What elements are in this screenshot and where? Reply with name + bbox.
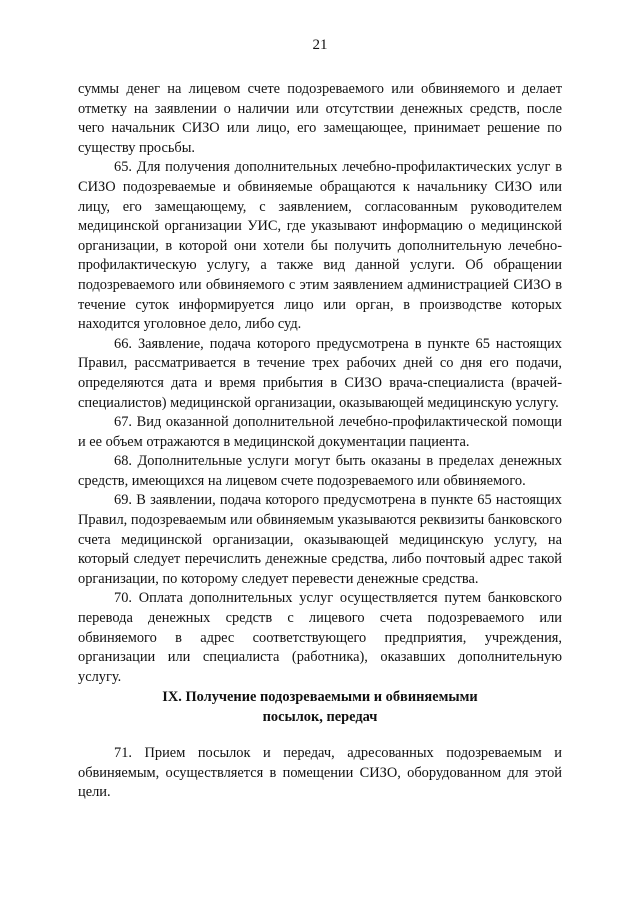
section-text-block [78,744,562,803]
paragraph-item-66: 66. Заявление, подача которого предусмотрена в пункте 65 настоящих Правил, рассматривается в течение трех рабочих дней со дня его подачи, определяются дата и время прибытия в СИЗО врача-специалиста (врачей-специалистов) медицинской организации, оказывающей медицинскую услугу. [78,335,562,411]
paragraph-item-71: 71. Прием посылок и передач, адресованных подозреваемым и обвиняемым, осуществляется в помещении СИЗО, оборудованном для этой цели. [78,745,562,801]
paragraph-item-69: 69. В заявлении, подача которого предусмотрена в пункте 65 настоящих Правил, подозреваемым или обвиняемым указываются реквизиты банковского счета медицинской организации, оказывающей медицинскую услугу, на который следует перечислить денежные средства, либо почтовый адрес такой организации, по которому следует перевести денежные средства. [78,492,562,587]
paragraph-item-68: 68. Дополнительные услуги могут быть оказаны в пределах денежных средств, имеющихся на лицевом счете подозреваемого или обвиняемого. [78,453,562,489]
section-heading-line-1: IX. Получение подозреваемыми и обвиняемыми [162,689,478,705]
paragraph-item-65: 65. Для получения дополнительных лечебно-профилактических услуг в СИЗО подозреваемые и обвиняемые обращаются к начальнику СИЗО или лицу, его замещающему, с заявлением, согласованным руководителем медицинской организации УИС, где указывают информацию о медицинской организации, в которой они хотели бы получить дополнительную лечебно-профилактическую услугу, а также вид данной услуги. Об обращении подозреваемого или обвиняемого с этим заявлением администрацией СИЗО в течение суток информируется лицо или орган, в производстве которых находится уголовное дело, либо суд. [78,159,562,333]
section-heading-line-2: посылок, передач [262,708,378,725]
page-number: 21 [312,37,328,53]
main-text-block [78,80,562,687]
paragraph-continuation: суммы денег на лицевом счете подозреваемого или обвиняемого и делает отметку на заявлении о наличии или отсутствии денежных средств, после чего начальник СИЗО или лицо, его замещающее, принимает решение по существу просьбы. [78,81,562,156]
section-heading [78,688,562,727]
paragraph-item-67: 67. Вид оказанной дополнительной лечебно-профилактической помощи и ее объем отражаются в медицинской документации пациента. [78,414,562,450]
paragraph-item-70: 70. Оплата дополнительных услуг осуществляется путем банковского перевода денежных средств с лицевого счета подозреваемого или обвиняемого в адрес соответствующего предприятия, учреждения, организации или специалиста (работника), оказавших дополнительную услугу. [78,590,562,685]
